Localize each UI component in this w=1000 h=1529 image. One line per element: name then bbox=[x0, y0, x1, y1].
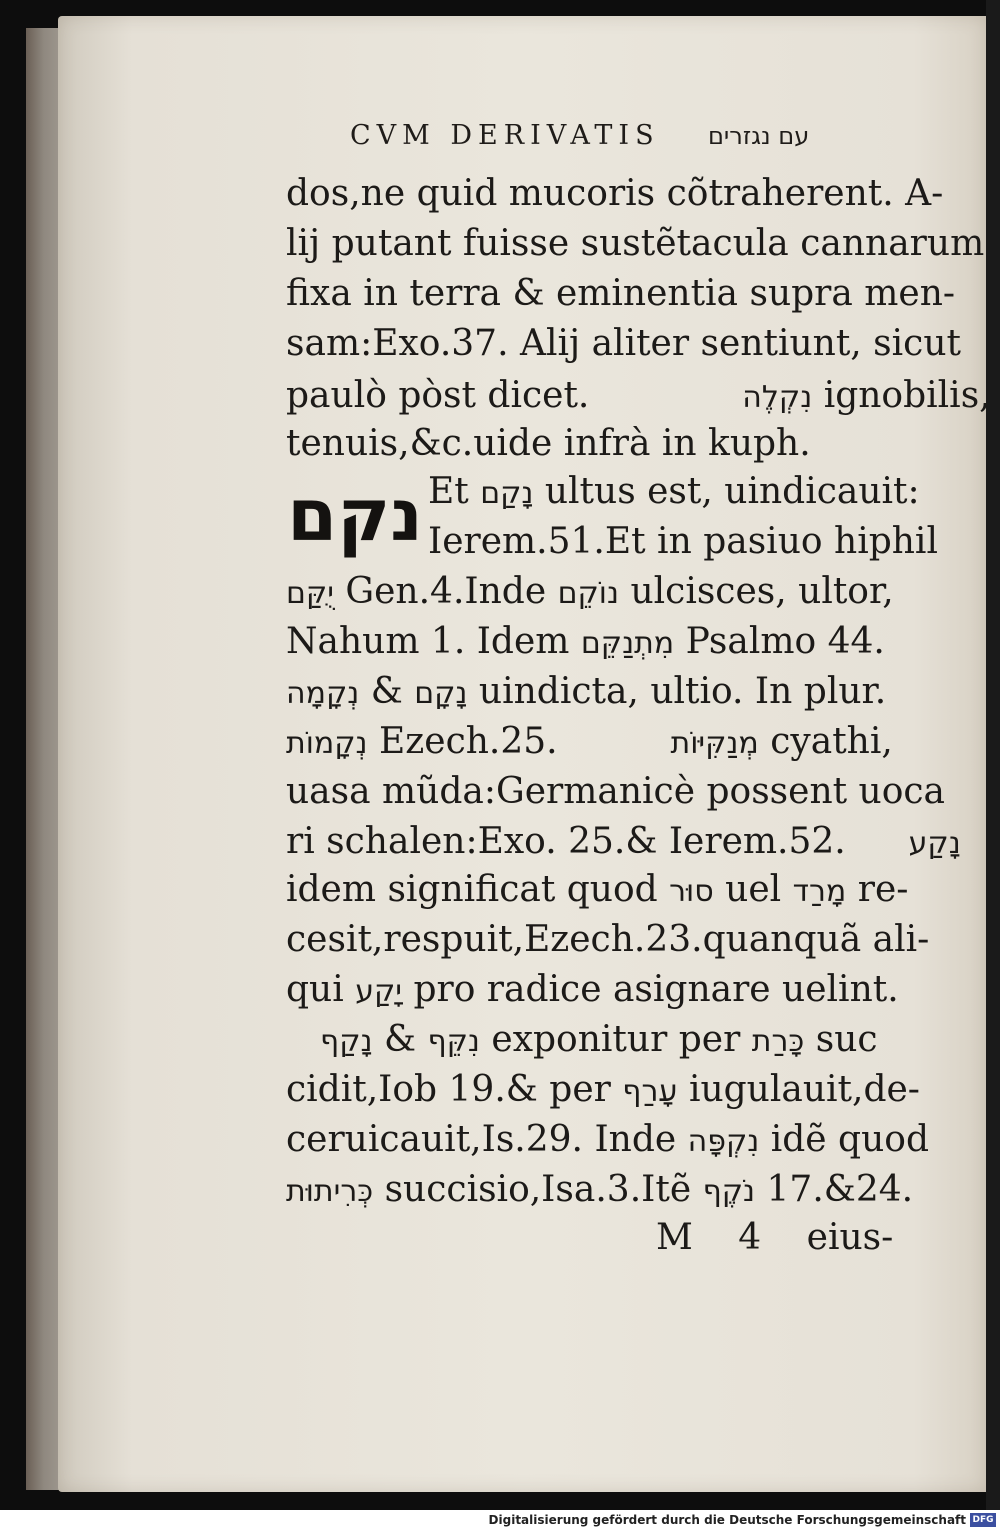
hebrew-term: נָקָם bbox=[414, 676, 468, 711]
hebrew-term: נוֹקֵם bbox=[557, 576, 619, 611]
hebrew-term: כְּרִיתוּת bbox=[286, 1174, 374, 1209]
hebrew-term: נִקֵּף bbox=[427, 1024, 480, 1059]
dfg-logo: DFG bbox=[970, 1513, 996, 1527]
text-line: ri schalen:Exo. 25.& Ierem.52. נָקַע bbox=[286, 821, 961, 862]
text-line: fixa in terra & eminentia supra men- bbox=[286, 273, 956, 314]
hebrew-term: סוּר bbox=[669, 874, 714, 909]
text-line: paulò pòst dicet. נִקְלֶה ignobilis, bbox=[286, 375, 991, 416]
text-line: Et נָקַם ultus est, uindicauit: bbox=[428, 471, 920, 512]
hebrew-term: כָּרַת bbox=[751, 1024, 805, 1059]
text-line: ceruicauit,Is.29. Inde נִקְפָּה idẽ quod bbox=[286, 1119, 930, 1160]
hebrew-term: נָקַף bbox=[320, 1024, 373, 1059]
text-line: uasa mũda:Germanicè possent uoca bbox=[286, 771, 946, 812]
funding-note: Digitalisierung gefördert durch die Deutsche Forschungsgemeinschaft bbox=[488, 1513, 966, 1527]
text-line: cidit,Iob 19.& per עָרַף iugulauit,de- bbox=[286, 1069, 920, 1110]
text-line: כְּרִיתוּת succisio,Isa.3.Itẽ נֹקֶף 17.&24. bbox=[286, 1169, 914, 1210]
text-line: idem significat quod סוּר uel מָרַד re- bbox=[286, 869, 909, 910]
hebrew-term: יֻקַּם bbox=[286, 576, 334, 611]
running-head-latin: CVM DERIVATIS bbox=[350, 120, 660, 151]
running-head bbox=[350, 120, 910, 166]
text-line: cesit,respuit,Ezech.23.quanquã ali- bbox=[286, 919, 930, 960]
hebrew-term: יָקַע bbox=[355, 974, 402, 1009]
text-line: נְקָמָה & נָקָם uindicta, ultio. In plur. bbox=[286, 671, 887, 712]
hebrew-term: נִקְפָּה bbox=[687, 1124, 760, 1159]
text-line: נָקַף & נִקֵּף exponitur per כָּרַת suc bbox=[320, 1019, 878, 1060]
hebrew-term: מִתְנַקֵּם bbox=[580, 626, 675, 661]
initial-hebrew-headword: נקם bbox=[287, 473, 423, 557]
hebrew-term: נָקַע bbox=[908, 826, 961, 861]
hebrew-term: מְנַקִּיּוֹת bbox=[670, 726, 759, 761]
hebrew-term: מָרַד bbox=[792, 874, 847, 909]
footer-bar bbox=[0, 1510, 1000, 1529]
running-head-hebrew: עם נגזרים bbox=[708, 122, 810, 150]
text-line: sam:Exo.37. Alij aliter sentiunt, sicut bbox=[286, 323, 961, 364]
catchword-line: M 4 eius- bbox=[656, 1217, 894, 1258]
hebrew-term: נָקַם bbox=[480, 476, 534, 511]
text-line: lij putant fuisse sustẽtacula cannarum bbox=[286, 223, 985, 264]
text-line: יֻקַּם Gen.4.Inde נוֹקֵם ulcisces, ultor, bbox=[286, 571, 894, 612]
hebrew-term: נְקָמָה bbox=[286, 676, 360, 711]
hebrew-term: נֹקֶף bbox=[702, 1174, 756, 1209]
text-line: dos,ne quid mucoris cõtraherent. A- bbox=[286, 173, 944, 214]
text-line: Nahum 1. Idem מִתְנַקֵּם Psalmo 44. bbox=[286, 621, 885, 662]
hebrew-term: עָרַף bbox=[622, 1074, 678, 1109]
text-line: Ierem.51.Et in pasiuo hiphil bbox=[428, 521, 938, 562]
text-line: נְקָמוֹת Ezech.25. מְנַקִּיּוֹת cyathi, bbox=[286, 721, 893, 762]
page-right-edge bbox=[986, 0, 1000, 1510]
text-line: qui יָקַע pro radice asignare uelint. bbox=[286, 969, 899, 1010]
hebrew-term: נְקָמוֹת bbox=[286, 726, 368, 761]
text-line: tenuis,&c.uide infrà in kuph. bbox=[286, 423, 811, 464]
hebrew-term: נִקְלֶה bbox=[742, 380, 813, 415]
